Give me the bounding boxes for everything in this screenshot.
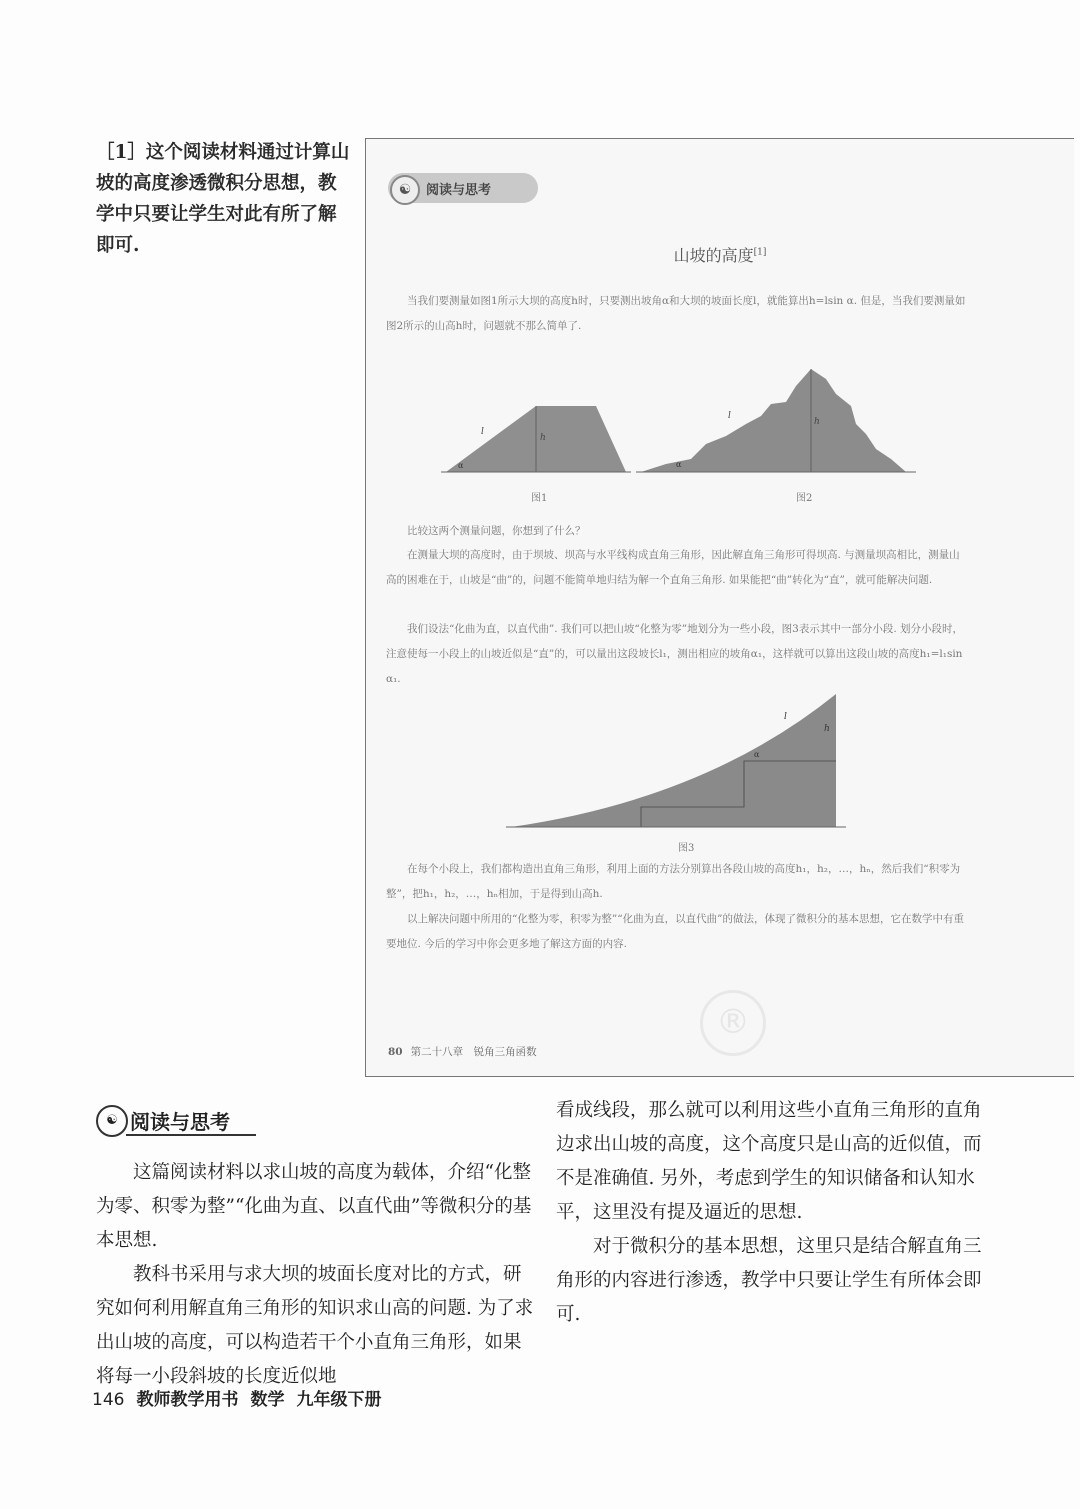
svg-text:l: l xyxy=(784,712,787,722)
figure-2-caption: 图2 xyxy=(796,493,813,504)
svg-text:h: h xyxy=(824,724,830,734)
margin-note: ［1］这个阅读材料通过计算山坡的高度渗透微积分思想，教学中只要让学生对此有所了解即可. xyxy=(96,142,350,256)
textbook-title-text: 山坡的高度 xyxy=(673,246,754,265)
left-column xyxy=(96,1156,536,1394)
textbook-page-image xyxy=(365,138,1074,1077)
page-number: 146 xyxy=(92,1390,125,1410)
left-paragraph-1: 这篇阅读材料以求山坡的高度为载体，介绍“化整为零、积零为整”“化曲为直、以直代曲”等微积分的基本思想. xyxy=(96,1162,532,1251)
textbook-title xyxy=(366,243,1074,266)
svg-text:h: h xyxy=(540,433,546,443)
figure-1-caption: 图1 xyxy=(531,493,548,504)
left-paragraph-2: 教科书采用与求大坝的坡面长度对比的方式，研究如何利用解直角三角形的知识求山高的问题. 为了求出山坡的高度，可以构造若干个小直角三角形，如果将每一小段斜坡的长度近似地 xyxy=(96,1264,534,1387)
subject-name: 数学 xyxy=(250,1390,285,1410)
page-footer xyxy=(92,1385,393,1410)
right-paragraph-1: 看成线段，那么就可以利用这些小直角三角形的直角边求出山坡的高度，这个高度只是山高的近似值，而不是准确值. 另外，考虑到学生的知识储备和认知水平，这里没有提及逼近的思想. xyxy=(556,1100,982,1223)
textbook-paragraph-2: 在测量大坝的高度时，由于坝坡、坝高与水平线构成直角三角形，因此解直角三角形可得坝高. 与测量坝高相比，测量山高的困难在于，山坡是“曲”的，问题不能简单地归结为解一个直角三角形. 如果能把“曲”转化为“直”，就可能解决问题. xyxy=(386,549,960,586)
textbook-question: 比较这两个测量问题，你想到了什么？ xyxy=(407,525,586,537)
svg-text:h: h xyxy=(814,417,820,427)
section-header xyxy=(92,1103,262,1137)
textbook-paragraph-1: 当我们要测量如图1所示大坝的高度h时，只要测出坡角α和大坝的坡面长度l，就能算出h=lsin α. 但是，当我们要测量如图2所示的山高h时，问题就不那么简单了. xyxy=(386,295,966,332)
section-title: 阅读与思考 xyxy=(130,1110,230,1134)
figure-3-caption: 图3 xyxy=(678,843,695,854)
svg-text:α: α xyxy=(458,461,464,470)
textbook-header-label: 阅读与思考 xyxy=(426,183,492,198)
registered-watermark: ® xyxy=(700,990,766,1056)
textbook-paragraph-4: 在每个小段上，我们都构造出直角三角形，利用上面的方法分别算出各段山坡的高度h₁，h₂，…，hₙ，然后我们“积零为整”，把h₁，h₂，…，hₙ相加，于是得到山高h. xyxy=(386,863,961,900)
reading-icon: ☯ xyxy=(96,1105,128,1137)
figure-1-dam xyxy=(441,394,631,474)
textbook-title-ref: [1] xyxy=(753,247,767,258)
svg-text:l: l xyxy=(728,411,731,421)
right-column xyxy=(556,1094,998,1332)
svg-text:α: α xyxy=(676,460,682,469)
figure-3-curved-slope xyxy=(506,689,846,831)
textbook-section-header xyxy=(388,173,538,203)
figure-2-mountain xyxy=(636,364,916,474)
textbook-footer xyxy=(388,1044,537,1059)
reading-icon: ☯ xyxy=(390,175,420,205)
textbook-page-number: 80 xyxy=(388,1046,403,1058)
textbook-paragraph-5: 以上解决问题中所用的“化整为零，积零为整”“化曲为直，以直代曲”的做法，体现了微积分的基本思想，它在数学中有重要地位. 今后的学习中你会更多地了解这方面的内容. xyxy=(386,913,964,950)
textbook-paragraph-3: 我们设法“化曲为直，以直代曲”. 我们可以把山坡“化整为零”地划分为一些小段，图3表示其中一部分小段. 划分小段时，注意使每一小段上的山坡近似是“直”的，可以量出这段坡长l₁，测出相应的坡角α₁，这样就可以算出这段山坡的高度h₁=l₁sin α₁. xyxy=(386,623,964,685)
book-name: 教师教学用书 xyxy=(136,1390,239,1410)
textbook-chapter: 第二十八章 锐角三角函数 xyxy=(410,1046,537,1058)
grade-name: 九年级下册 xyxy=(296,1390,382,1410)
svg-text:l: l xyxy=(481,427,484,437)
svg-text:α: α xyxy=(754,750,760,759)
section-underline xyxy=(126,1134,256,1136)
right-paragraph-2: 对于微积分的基本思想，这里只是结合解直角三角形的内容进行渗透，教学中只要让学生有所体会即可. xyxy=(556,1236,982,1325)
